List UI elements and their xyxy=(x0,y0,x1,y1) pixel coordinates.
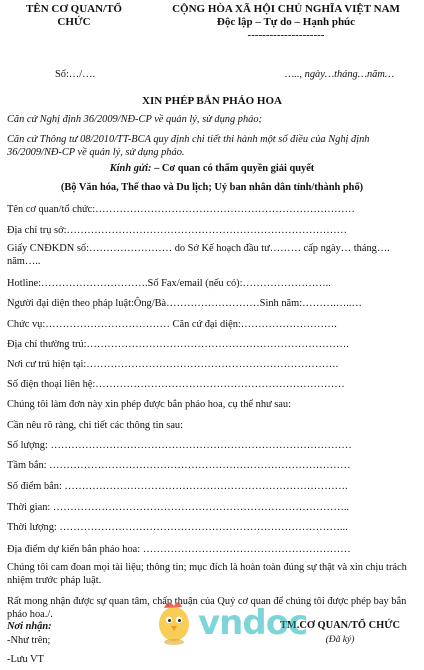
national-motto: Độc lập – Tự do – Hạnh phúc xyxy=(216,16,356,28)
motto-rule: --------------------- xyxy=(247,29,325,41)
commitment-text: Chúng tôi cam đoan mọi tài liệu; thông tin; mục đích là hoàn toàn đúng sự thật và xin chịu trách nhiệm trước pháp luật. xyxy=(7,562,407,586)
nation-name: CỘNG HÒA XÃ HỘI CHỦ NGHĨA VIỆT NAM xyxy=(172,3,400,15)
detail-duration: Thời lượng: ………………………………………………………………………... xyxy=(7,522,348,533)
agency-name-line2: CHỨC xyxy=(57,16,91,28)
field-license: Giấy CNĐKDN số:…………………… do Sở Kế hoạch đầu tư……… cấp ngày… tháng…. năm….. xyxy=(7,243,390,267)
recipient-item: -Như trên; xyxy=(7,635,51,646)
recipient-label: Kính gửi: xyxy=(109,163,152,174)
document-date: ….., ngày…tháng…năm… xyxy=(285,69,395,80)
recipient-line xyxy=(0,163,424,174)
watermark-logo xyxy=(152,596,332,646)
detail-range: Tầm bắn: …………………………………………………………………………… xyxy=(7,460,351,471)
closing-text: Rất mong nhận được sự quan tâm, chấp thuận của Quý cơ quan để chúng tôi được phép bay bắn pháo hoa./. xyxy=(7,596,407,620)
recipient-item: -Lưu VT xyxy=(7,654,44,665)
basis-circular: Căn cứ Thông tư 08/2010/TT-BCA quy định chi tiết thi hành một số điều của Nghị định 36/2009/NĐ-CP về quản lý, sử dụng pháo. xyxy=(7,134,370,158)
document-title: XIN PHÉP BẮN PHÁO HOA xyxy=(142,95,282,107)
field-current-address: Nơi cư trú hiện tại:………………………………………………………………. xyxy=(7,359,339,370)
detail-location: Địa điểm dự kiến bắn pháo hoa: …………………………………………………… xyxy=(7,544,351,555)
field-org-name: Tên cơ quan/tổ chức:………………………………………………………………… xyxy=(7,204,355,215)
request-intro: Chúng tôi làm đơn này xin phép được bắn pháo hoa, cụ thể như sau: xyxy=(7,399,291,410)
details-intro: Cần nêu rõ ràng, chi tiết các thông tin sau: xyxy=(7,420,184,431)
chicken-mascot-icon xyxy=(159,602,189,645)
field-representative: Người đại diện theo pháp luật:Ông/Bà………………………Sinh năm:……….…..… xyxy=(7,298,362,309)
detail-quantity: Số lượng: …………………………………………………………………………… xyxy=(7,440,352,451)
field-position: Chức vụ:……………………………… Căn cứ đại diện:………………………. xyxy=(7,319,337,330)
recipient-agencies: (Bộ Văn hóa, Thể thao và Du lịch; Uỷ ban nhân dân tỉnh/thành phố) xyxy=(60,182,364,193)
document-number: Số:…/…. xyxy=(55,69,96,80)
agency-name xyxy=(14,3,134,29)
detail-time: Thời gian: ………………………………………………………………………….. xyxy=(7,502,350,513)
signature-title: TM.CƠ QUAN/TỔ CHỨC xyxy=(280,620,400,631)
field-permanent-address: Địa chỉ thường trú:…………………………………………………………………. xyxy=(7,339,349,350)
field-hotline: Hotline:………………………….Số Fax/email (nếu có):…………………….. xyxy=(7,278,331,289)
detail-points: Số điểm bắn: ………………………………………………………………………. xyxy=(7,481,348,492)
watermark-text: vndoc xyxy=(198,603,308,643)
signature-note: (Đã ký) xyxy=(325,635,355,645)
recipient-authority: – Cơ quan có thẩm quyền giải quyết xyxy=(151,163,315,174)
agency-name-line1: TÊN CƠ QUAN/TỔ xyxy=(26,3,122,15)
national-header xyxy=(150,3,422,42)
basis-decree: Căn cứ Nghị định 36/2009/NĐ-CP về quản lý, sử dụng pháo; xyxy=(7,114,263,125)
field-address: Địa chỉ trụ sở:……………………………………………………………………… xyxy=(7,225,348,236)
field-phone: Số điện thoại liên hệ:……………………………………………………………… xyxy=(7,379,345,390)
recipients-label: Nơi nhận: xyxy=(7,621,52,632)
